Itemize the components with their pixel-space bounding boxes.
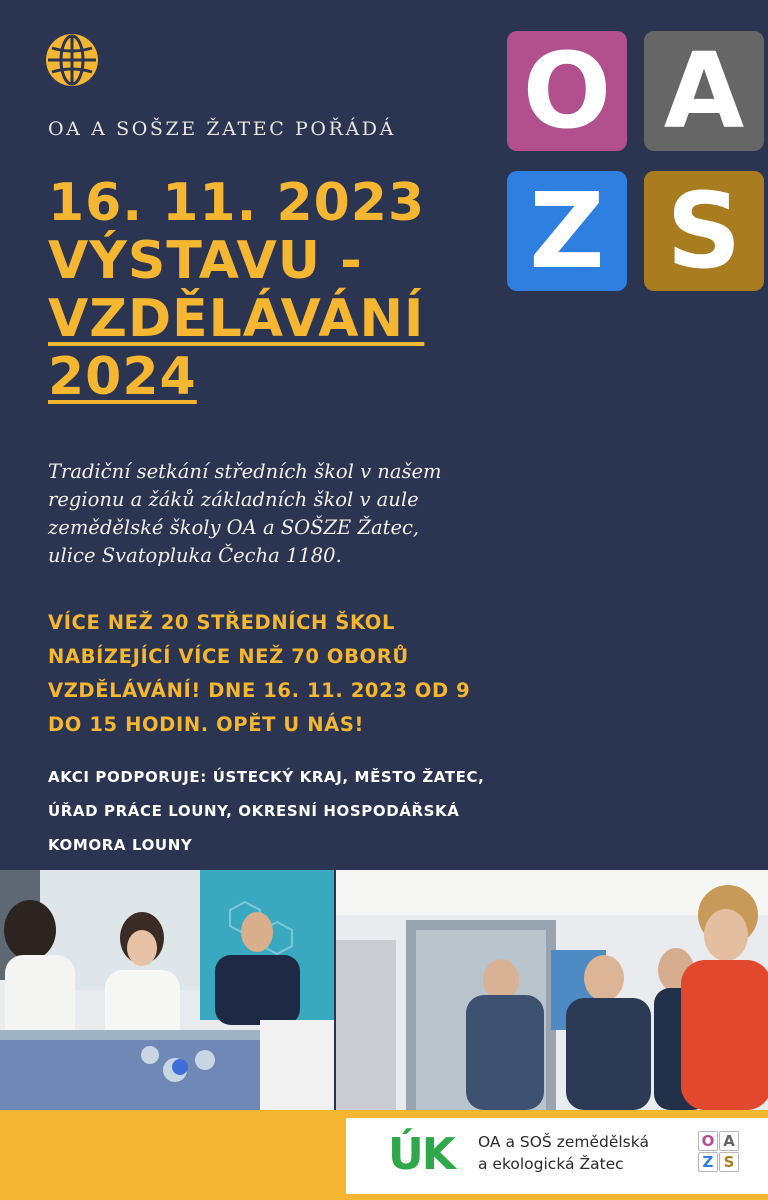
organizer-line: OA A SOŠZE ŽATEC POŘÁDÁ [48, 118, 396, 140]
headline-exhibition: VÝSTAVU - [48, 231, 363, 291]
supporters-paragraph [48, 760, 484, 862]
uk-logo: ÚK [388, 1129, 454, 1180]
headline-date: 16. 11. 2023 [48, 173, 426, 233]
highlight-line: VZDĚLÁVÁNÍ! DNE 16. 11. 2023 OD 9 [48, 679, 471, 702]
oazs-logo [507, 31, 767, 291]
highlight-line: VÍCE NEŽ 20 STŘEDNÍCH ŠKOL [48, 611, 396, 634]
highlight-paragraph [48, 606, 470, 742]
logo-tile-s: S [644, 171, 764, 291]
headline-education: VZDĚLÁVÁNÍ [48, 289, 425, 349]
footer-school-line: OA a SOŠ zemědělská [478, 1133, 649, 1151]
footer-school-name [478, 1131, 649, 1175]
intro-line: regionu a žáků základních škol v aule [48, 488, 419, 511]
supporters-line: AKCI PODPORUJE: ÚSTECKÝ KRAJ, MĚSTO ŽATEC, [48, 768, 485, 786]
highlight-line: NABÍZEJÍCÍ VÍCE NEŽ 70 OBORŮ [48, 645, 409, 668]
globe-icon [44, 32, 100, 88]
highlight-line: DO 15 HODIN. OPĚT U NÁS! [48, 713, 364, 736]
mini-logo-z: Z [698, 1152, 718, 1172]
headline [48, 174, 425, 406]
photo-lab-students [0, 870, 334, 1110]
logo-tile-a: A [644, 31, 764, 151]
footer-school-line: a ekologická Žatec [478, 1155, 624, 1173]
headline-year: 2024 [48, 347, 197, 407]
photo-students-group [336, 870, 768, 1110]
mini-logo-o: O [698, 1131, 718, 1151]
supporters-line: ÚŘAD PRÁCE LOUNY, OKRESNÍ HOSPODÁŘSKÁ [48, 802, 460, 820]
intro-line: zemědělské školy OA a SOŠZE Žatec, [48, 516, 420, 539]
mini-logo-s: S [719, 1152, 739, 1172]
mini-logo-a: A [719, 1131, 739, 1151]
logo-tile-z: Z [507, 171, 627, 291]
logo-tile-o: O [507, 31, 627, 151]
intro-line: ulice Svatopluka Čecha 1180. [48, 544, 342, 567]
intro-paragraph [48, 458, 488, 570]
supporters-line: KOMORA LOUNY [48, 836, 193, 854]
intro-line: Tradiční setkání středních škol v našem [48, 460, 442, 483]
